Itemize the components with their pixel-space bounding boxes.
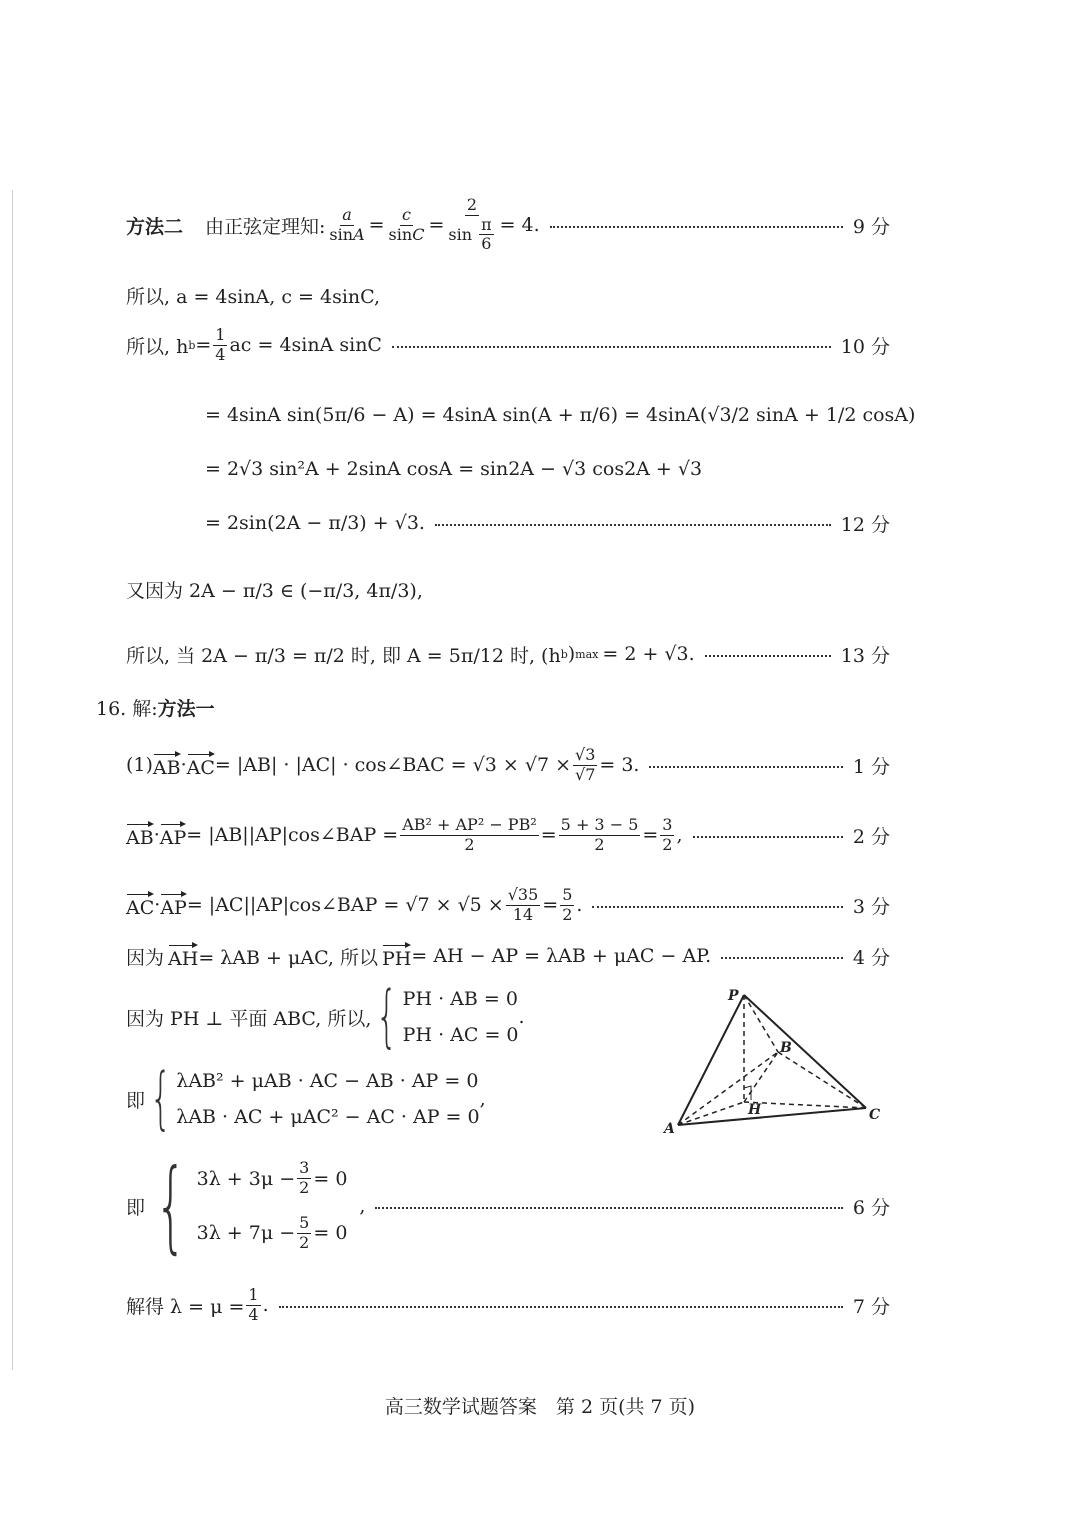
text-expand-3: = 2sin(2A − π/3) + √3. [205, 512, 425, 534]
q16-method: 方法一 [157, 698, 215, 720]
line-expand-1 [205, 390, 915, 440]
tetrahedron-figure [650, 980, 900, 1140]
dot-leader [550, 226, 843, 228]
q16-heading [96, 694, 215, 721]
edge-AB [678, 1052, 778, 1125]
line-hb: 所以, h b = $\frac{1}{4}$ ac = 4sinA sinC 10 分 [126, 324, 890, 364]
text-hb-suffix: ac = 4sinA sinC [229, 334, 382, 356]
label-C: C [869, 1107, 881, 1123]
dot-leader [375, 1207, 842, 1209]
label-B: B [780, 1040, 792, 1056]
text-p6-s2: λAB · AC + μAC² − AC · AP = 0 [176, 1106, 480, 1128]
fraction-1-4: $\frac{1}{4}$ [248, 1284, 259, 1324]
q16-line-1: (1) AB · AC = |AB| · |AC| · cos∠BAC = √3 × √7 × $\frac{√3}{√7}$ = 3. 1 分 [126, 744, 890, 784]
text-p5-s1: PH · AB = 0 [402, 988, 518, 1010]
fraction-2-sin-pi6: 2 sin $\frac{\pi}{6}$ [448, 194, 492, 254]
edge-PB [744, 995, 778, 1052]
method2-line: 方法二 由正弦定理知: $\frac{a}{\sin A}$ = $\frac{c}{\sin C}$ = 2 sin $\frac{\pi}{6}$ = 4. 9 分 [126, 194, 890, 254]
fraction-5-3-5: $\frac{5 + 3 - 5}{2}$ [560, 814, 639, 854]
text-p3-mid: = |AC||AP|cos∠BAP = √7 × √5 × [186, 894, 504, 916]
fraction-3-2: $\frac{3}{2}$ [662, 814, 673, 854]
fraction-c-sinC: $\frac{c}{\sin C}$ [388, 204, 425, 244]
part-1-label: (1) [126, 754, 153, 776]
line-expand-3 [205, 500, 890, 546]
segment-HC [744, 1102, 866, 1108]
score-1: 1 分 [852, 755, 890, 778]
method2-result: = 4. [499, 214, 540, 236]
text-p2-mid: = |AB||AP|cos∠BAP = [186, 824, 399, 846]
dot-leader [693, 836, 843, 838]
fraction-5-2: $\frac{5}{2}$ [562, 884, 573, 924]
text-expand-2: = 2√3 sin²A + 2sinA cosA = sin2A − √3 cos2A + √3 [205, 458, 703, 480]
score-6: 6 分 [852, 1196, 890, 1219]
score-4: 4 分 [852, 946, 890, 969]
text-p3-end: . [576, 894, 583, 916]
text-p7-s2: 3λ + 7μ − [196, 1222, 296, 1245]
dot-leader [392, 346, 831, 348]
q16-line-4: 因为 AH = λAB + μAC, 所以 PH = AH − AP = λAB + μAC − AP. 4 分 [126, 938, 890, 974]
label-H: H [748, 1102, 762, 1118]
text-expand-1: = 4sinA sin(5π/6 − A) = 4sinA sin(A + π/6) = 4sinA(√3/2 sinA + 1/2 cosA) [205, 404, 916, 426]
dot-leader [649, 766, 842, 768]
dot-leader [279, 1306, 843, 1308]
text-p7-s1: 3λ + 3μ − [196, 1167, 296, 1190]
text-p5-s2: PH · AC = 0 [402, 1024, 519, 1046]
fraction-sqrt3-sqrt7: $\frac{√3}{√7}$ [575, 744, 596, 784]
method2-intro: 由正弦定理知: [205, 215, 326, 238]
text-p4-a: 因为 [126, 946, 165, 969]
edge-PA [678, 995, 744, 1125]
segment-HB [744, 1052, 778, 1102]
text-max-end: = 2 + √3. [602, 643, 695, 665]
text-p7-a: 即 [126, 1196, 146, 1219]
q16-line-8: 解得 λ = μ = $\frac{1}{4}$ . 7 分 [126, 1284, 890, 1324]
text-p6-s1: λAB² + μAB · AC − AB · AP = 0 [176, 1070, 479, 1092]
edge-BC [778, 1052, 866, 1108]
text-hb-prefix: 所以, h [126, 335, 189, 358]
text-p2-eq: = [540, 824, 557, 846]
text-p8: 解得 λ = μ = [126, 1295, 245, 1318]
q16-line-3: AC · AP = |AC||AP|cos∠BAP = √7 × √5 × $\frac{√35}{14}$ = $\frac{5}{2}$ . 3 分 [126, 884, 890, 924]
text-p4-c: = AH − AP = λAB + μAC − AP. [411, 945, 712, 967]
dot-leader [721, 957, 843, 959]
q16-line-6: 即 { λAB² + μAB · AC − AB · AP = 0 λAB · AC + μAC² − AC · AP = 0 , [126, 1059, 486, 1138]
edge-PC [744, 995, 866, 1108]
text-range: 又因为 2A − π/3 ∈ (−π/3, 4π/3), [126, 579, 423, 602]
method2-label: 方法二 [126, 215, 184, 238]
equation-system-numeric: { 3λ + 3μ − $\frac{3}{2}$ = 0 3λ + 7μ − $\frac{5}{2}$ = 0 [154, 1147, 348, 1264]
line-expand-2 [205, 458, 702, 480]
edge-AC [678, 1108, 866, 1125]
text-line-a-c: 所以, a = 4sinA, c = 4sinC, [126, 286, 381, 308]
score-10: 10 分 [840, 335, 890, 358]
score-9: 9 分 [852, 215, 890, 238]
fraction-sqrt35-14: $\frac{√35}{14}$ [507, 884, 539, 924]
fraction-cosine-rule: $\frac{\text{AB² + AP² − PB²}}{2}$ [402, 814, 537, 854]
q16-number: 16. 解: [96, 698, 158, 720]
text-p6-a: 即 [126, 1089, 146, 1112]
score-7: 7 分 [852, 1295, 890, 1318]
dot-leader [705, 655, 831, 657]
line-range [126, 566, 423, 612]
q16-line-2: AB · AP = |AB||AP|cos∠BAP = $\frac{\text{AB² + AP² − PB²}}{2}$ = $\frac{5 + 3 - 5}{2}$ = $\frac{3}{2}$ , 2 分 [126, 814, 890, 854]
label-P: P [728, 988, 739, 1004]
line-a-c [126, 282, 380, 309]
text-p1-mid: = |AB| · |AC| · cos∠BAC = √3 × √7 × [214, 754, 571, 776]
dot-leader [592, 906, 842, 908]
fraction-a-sinA: $\frac{a}{\sin A}$ [329, 204, 365, 244]
text-p1-end: = 3. [599, 754, 640, 776]
text-p5-a: 因为 PH ⊥ 平面 ABC, 所以, [126, 1007, 372, 1030]
text-max: 所以, 当 2A − π/3 = π/2 时, 即 A = 5π/12 时, (h [126, 644, 561, 667]
score-12: 12 分 [840, 513, 890, 536]
equation-system-lambda-mu: { λAB² + μAB · AC − AB · AP = 0 λAB · AC + μAC² − AC · AP = 0 [149, 1059, 480, 1138]
page-footer: 高三数学试题答案 第 2 页(共 7 页) [384, 1396, 696, 1418]
dot-leader [435, 524, 831, 526]
line-max: 所以, 当 2A − π/3 = π/2 时, 即 A = 5π/12 时, (h b ) max = 2 + √3. 13 分 [126, 630, 890, 678]
text-p4-b: = λAB + μAC, 所以 [198, 946, 379, 969]
score-2: 2 分 [852, 825, 890, 848]
q16-line-5: 因为 PH ⊥ 平面 ABC, 所以, { PH · AB = 0 PH · AC = 0 . [126, 977, 525, 1056]
scan-margin-line [12, 190, 13, 1370]
q16-line-7: 即 { 3λ + 3μ − $\frac{3}{2}$ = 0 3λ + 7μ − $\frac{5}{2}$ = 0 , 6 分 [126, 1147, 890, 1264]
equation-system-perp: { PH · AB = 0 PH · AC = 0 [376, 977, 519, 1056]
label-A: A [664, 1121, 675, 1137]
score-3: 3 分 [852, 895, 890, 918]
score-13: 13 分 [840, 644, 890, 667]
text-p2-end: , [676, 824, 683, 846]
fraction-1-4: $\frac{1}{4}$ [215, 324, 226, 364]
